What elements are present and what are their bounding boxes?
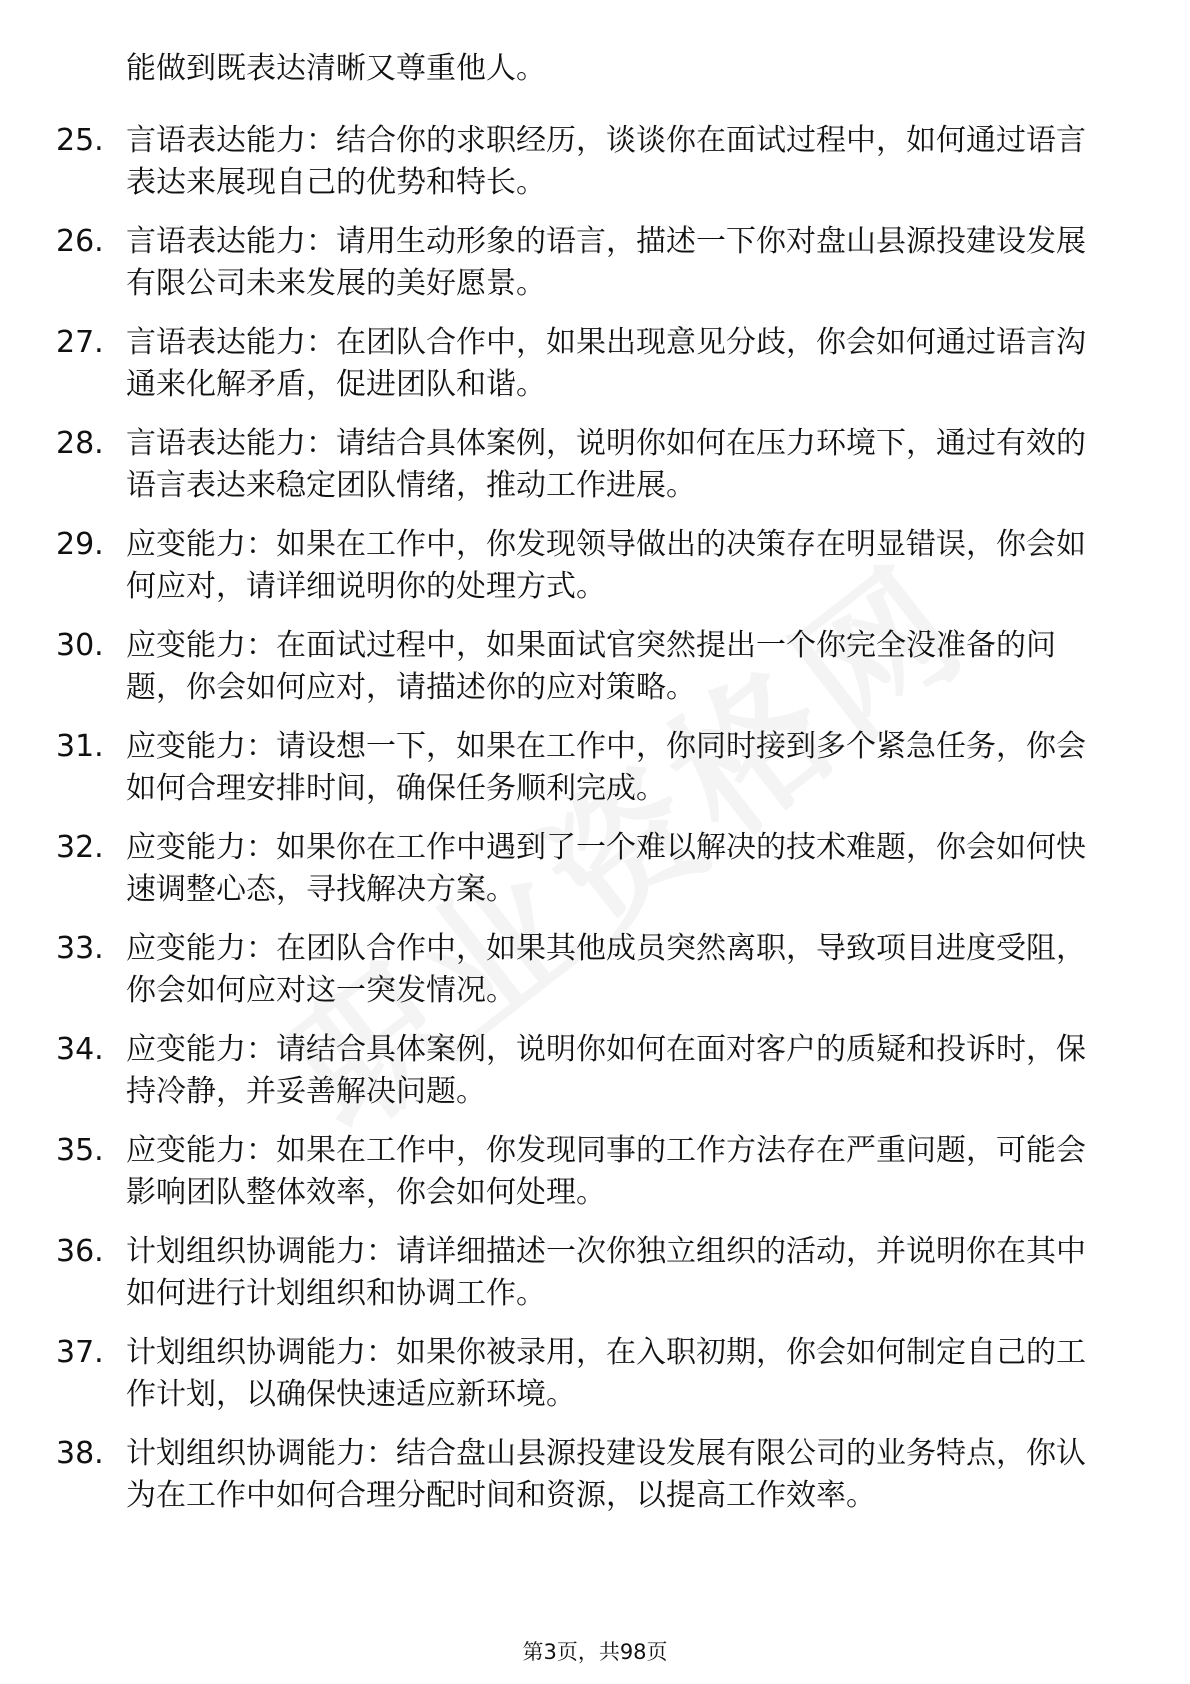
question-text: 言语表达能力：请用生动形象的语言，描述一下你对盘山县源投建设发展有限公司未来发展的美好愿景。 <box>126 224 1086 301</box>
question-number: 31. <box>56 729 104 764</box>
page-footer: 第3页，共98页 <box>522 1640 668 1664</box>
question-item <box>56 423 1106 507</box>
question-number: 30. <box>56 628 104 663</box>
question-text: 应变能力：在团队合作中，如果其他成员突然离职，导致项目进度受阻，你会如何应对这一突发情况。 <box>126 931 1086 1008</box>
question-text: 应变能力：如果在工作中，你发现同事的工作方法存在严重问题，可能会影响团队整体效率，你会如何处理。 <box>126 1133 1086 1210</box>
question-item <box>56 524 1106 608</box>
question-text: 应变能力：在面试过程中，如果面试官突然提出一个你完全没准备的问题，你会如何应对，请描述你的应对策略。 <box>126 628 1056 705</box>
continued-paragraph: 能做到既表达清晰又尊重他人。 <box>126 51 546 86</box>
question-list <box>0 120 1190 1517</box>
question-item <box>56 1130 1106 1214</box>
question-item <box>56 625 1106 709</box>
question-text: 言语表达能力：在团队合作中，如果出现意见分歧，你会如何通过语言沟通来化解矛盾，促进团队和谐。 <box>126 325 1086 402</box>
question-text: 计划组织协调能力：请详细描述一次你独立组织的活动，并说明你在其中如何进行计划组织和协调工作。 <box>126 1234 1086 1311</box>
question-number: 28. <box>56 426 104 461</box>
question-item <box>56 221 1106 305</box>
question-item <box>56 726 1106 810</box>
page-content <box>0 48 1190 1534</box>
question-item <box>56 928 1106 1012</box>
question-text: 应变能力：请设想一下，如果在工作中，你同时接到多个紧急任务，你会如何合理安排时间，确保任务顺利完成。 <box>126 729 1086 806</box>
question-text: 计划组织协调能力：如果你被录用，在入职初期，你会如何制定自己的工作计划，以确保快速适应新环境。 <box>126 1335 1086 1412</box>
question-text: 应变能力：请结合具体案例，说明你如何在面对客户的质疑和投诉时，保持冷静，并妥善解决问题。 <box>126 1032 1086 1109</box>
question-text: 计划组织协调能力：结合盘山县源投建设发展有限公司的业务特点，你认为在工作中如何合理分配时间和资源，以提高工作效率。 <box>126 1436 1086 1513</box>
question-item <box>56 120 1106 204</box>
question-number: 37. <box>56 1335 104 1370</box>
question-item <box>56 1433 1106 1517</box>
question-number: 38. <box>56 1436 104 1471</box>
question-number: 33. <box>56 931 104 966</box>
question-item <box>56 322 1106 406</box>
question-number: 32. <box>56 830 104 865</box>
question-item <box>56 1231 1106 1315</box>
question-text: 言语表达能力：结合你的求职经历，谈谈你在面试过程中，如何通过语言表达来展现自己的优势和特长。 <box>126 123 1086 200</box>
question-item <box>56 1029 1106 1113</box>
question-text: 应变能力：如果你在工作中遇到了一个难以解决的技术难题，你会如何快速调整心态，寻找解决方案。 <box>126 830 1086 907</box>
question-number: 26. <box>56 224 104 259</box>
question-number: 34. <box>56 1032 104 1067</box>
question-text: 应变能力：如果在工作中，你发现领导做出的决策存在明显错误，你会如何应对，请详细说明你的处理方式。 <box>126 527 1086 604</box>
question-text: 言语表达能力：请结合具体案例，说明你如何在压力环境下，通过有效的语言表达来稳定团队情绪，推动工作进展。 <box>126 426 1086 503</box>
question-item <box>56 1332 1106 1416</box>
question-number: 27. <box>56 325 104 360</box>
question-item <box>56 827 1106 911</box>
question-number: 36. <box>56 1234 104 1269</box>
question-number: 35. <box>56 1133 104 1168</box>
question-number: 29. <box>56 527 104 562</box>
question-number: 25. <box>56 123 104 158</box>
